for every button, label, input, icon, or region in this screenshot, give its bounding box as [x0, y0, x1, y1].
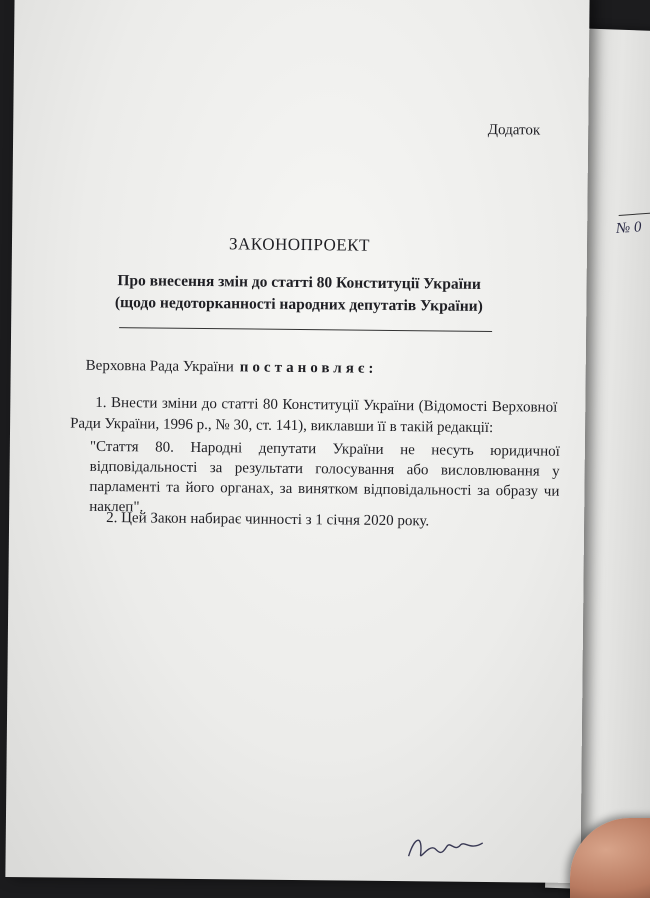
- handwritten-underline: [619, 211, 650, 216]
- document-sheet: [5, 0, 589, 883]
- article-quote: "Стаття 80. Народні депутати України не несуть юридичної відповідальності за результати голосування або висловлювання у парламенті та його органах, за винятком відповідальності за образу чи наклеп".: [89, 438, 560, 516]
- decree-subject: Верховна Рада України: [85, 357, 234, 376]
- appendix-label: Додаток: [487, 121, 541, 139]
- document-title: ЗАКОНОПРОЕКТ: [228, 234, 371, 255]
- document-subtitle: [11, 269, 586, 319]
- article-item-2: 2. Цей Закон набирає чинності з 1 січня 2020 року.: [106, 510, 430, 530]
- subtitle-line-2: (щодо недоторканності народних депутатів України): [114, 294, 483, 315]
- handwritten-number: № 0: [615, 219, 642, 238]
- subtitle-line-1: Про внесення змін до статті 80 Конституції України: [117, 272, 481, 293]
- decree-line: [86, 358, 378, 378]
- decree-verb: постановляє:: [239, 359, 378, 377]
- article-item-1: 1. Внести зміни до статті 80 Конституції України (Відомості Верховної Ради України, 1996 р., № 30, ст. 141), виклавши її в такій редакції:: [70, 394, 558, 437]
- signature: [400, 826, 490, 867]
- title-divider: [119, 327, 492, 332]
